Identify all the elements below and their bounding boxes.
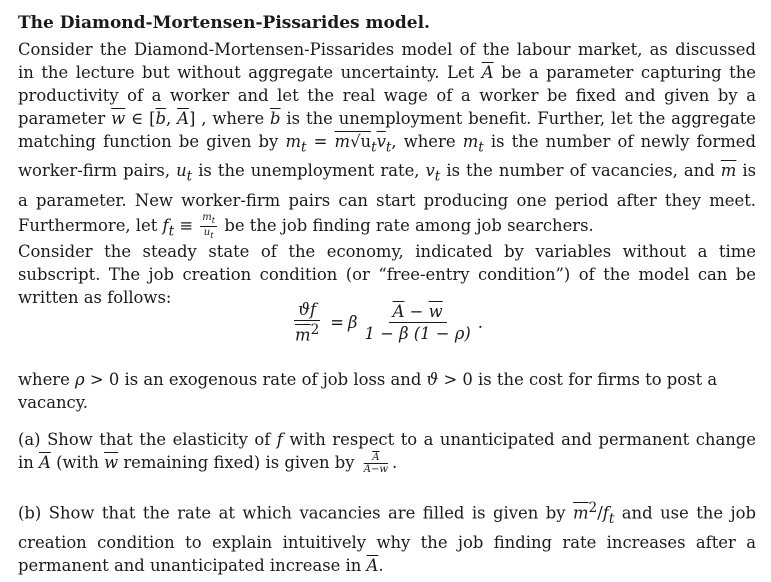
equals-sign: = <box>330 312 344 332</box>
minus: − <box>370 464 380 475</box>
subscript: t <box>371 139 377 156</box>
question-part-b <box>18 497 756 577</box>
text: is a parameter. New worker-firm pairs can start producing one period after they meet. Furthermore, let <box>18 161 757 235</box>
symbol-m: m <box>462 132 479 151</box>
text: remaining fixed) is given by <box>118 453 360 472</box>
part-label: (b) <box>18 503 42 523</box>
text: ≡ <box>174 215 199 235</box>
rhs-fraction <box>360 302 474 343</box>
inline-fraction <box>200 212 217 241</box>
period: . <box>477 312 483 332</box>
superscript: 2 <box>310 322 320 338</box>
subscript: t <box>186 168 193 185</box>
text: is the number of vacancies, and <box>440 161 721 181</box>
subscript: t <box>301 139 307 156</box>
part-label: (a) <box>18 430 41 449</box>
text: where <box>18 370 76 389</box>
symbol-w-bar: $\overline{w}$ <box>104 453 119 472</box>
superscript: 2 <box>588 500 598 516</box>
symbol-v: $\overline{v}$ <box>376 132 386 151</box>
text: is the number of newly formed worker-firm pairs, <box>18 132 757 181</box>
symbol-v: v <box>425 161 435 181</box>
job-creation-equation <box>0 300 771 344</box>
minus: − <box>404 301 429 321</box>
subscript: t <box>168 222 175 239</box>
lhs-denominator: $\overline{m}$ <box>295 325 311 345</box>
text: ] , where <box>188 109 271 128</box>
elasticity-fraction <box>362 452 390 475</box>
symbol-b-bar: $\overline{b}$ <box>155 109 166 128</box>
slash: / <box>597 503 603 523</box>
text: > 0 is an exogenous rate of job loss and <box>84 370 427 389</box>
symbol-b-bar: $\overline{b}$ <box>270 109 281 128</box>
symbol-f: f <box>602 503 609 523</box>
text: > 0 is the cost for firms to post a vacancy. <box>18 370 718 412</box>
symbol-m-bar: $\overline{m}$ <box>572 503 589 523</box>
steady-state-paragraph: Consider the steady state of the economy, indicated by variables without a time subscript. The job creation condition (or “free-entry condition”) of the model can be written as follows: <box>18 242 756 307</box>
text: ∈ [ <box>125 109 156 128</box>
symbol-w-bar: $\overline{w}$ <box>111 109 126 128</box>
symbol-m-bar: $\overline{m}$ <box>720 161 737 181</box>
subscript: t <box>608 510 615 527</box>
text: (with <box>50 453 105 472</box>
subscript: t <box>211 214 216 225</box>
fraction-numerator: $\overline{A}$ <box>372 452 380 463</box>
text: Show that the elasticity of <box>40 430 277 449</box>
text: , where <box>391 132 463 151</box>
subscript: t <box>210 229 214 240</box>
symbol-f: f <box>162 215 169 235</box>
symbol-A-bar: $\overline{A}$ <box>363 464 371 475</box>
lhs-fraction <box>291 300 323 344</box>
intro-paragraph <box>18 38 756 243</box>
text: = <box>306 132 335 151</box>
text: with respect to a unanticipated and permanent change in <box>18 430 756 472</box>
text: , <box>165 109 178 128</box>
symbol-m: m <box>285 132 301 151</box>
subscript: t <box>478 139 484 156</box>
text: . <box>378 555 384 575</box>
symbol-A-bar: $\overline{A}$ <box>39 453 51 472</box>
question-part-a <box>18 428 756 475</box>
symbol-A-bar: $\overline{A}$ <box>366 555 379 575</box>
symbol-f: f <box>276 430 283 449</box>
section-title: The Diamond-Mortensen-Pissarides model. <box>18 13 430 33</box>
sqrt-symbol: √u <box>350 132 372 151</box>
text: is the unemployment rate, <box>192 161 426 181</box>
text: Consider the Diamond-Mortensen-Pissarides model of the labour market, as discussed in the lecture but without aggregate uncertainty. Let <box>18 40 756 82</box>
symbol-w-bar: $\overline{w}$ <box>379 464 388 475</box>
text: is the unemployment benefit. Further, let the aggregate matching function be given by <box>18 109 757 151</box>
where-paragraph <box>18 368 756 414</box>
text: be a parameter capturing the productivity of a worker and let the real wage of a worker be fixed and given by a parameter <box>18 63 756 128</box>
symbol-A-bar: $\overline{A}$ <box>392 301 405 321</box>
lhs-numerator: ϑf <box>298 300 317 319</box>
fraction-denominator: u <box>203 226 211 238</box>
symbol-w-bar: $\overline{w}$ <box>428 301 443 321</box>
symbol-theta: ϑ <box>426 370 439 389</box>
symbol-beta: β <box>348 312 358 332</box>
text: be the job finding rate among job searchers. <box>219 215 594 235</box>
subscript: t <box>385 139 392 156</box>
rhs-denominator: 1 − β (1 − ρ) <box>364 323 471 343</box>
fraction-numerator: m <box>202 211 212 223</box>
text: Show that the rate at which vacancies are filled is given by <box>41 503 573 523</box>
subscript: t <box>434 168 441 185</box>
symbol-m-bar: $\overline{m}$ <box>334 132 351 151</box>
symbol-A-bar: $\overline{A}$ <box>177 109 189 128</box>
symbol-A-bar: $\overline{A}$ <box>481 63 494 82</box>
text: and use the job creation condition to explain intuitively why the job finding rate increases after a permanent and unanticipated increase in <box>18 503 756 575</box>
text: . <box>391 453 398 472</box>
symbol-rho: ρ <box>75 370 85 389</box>
symbol-u: u <box>176 161 187 181</box>
